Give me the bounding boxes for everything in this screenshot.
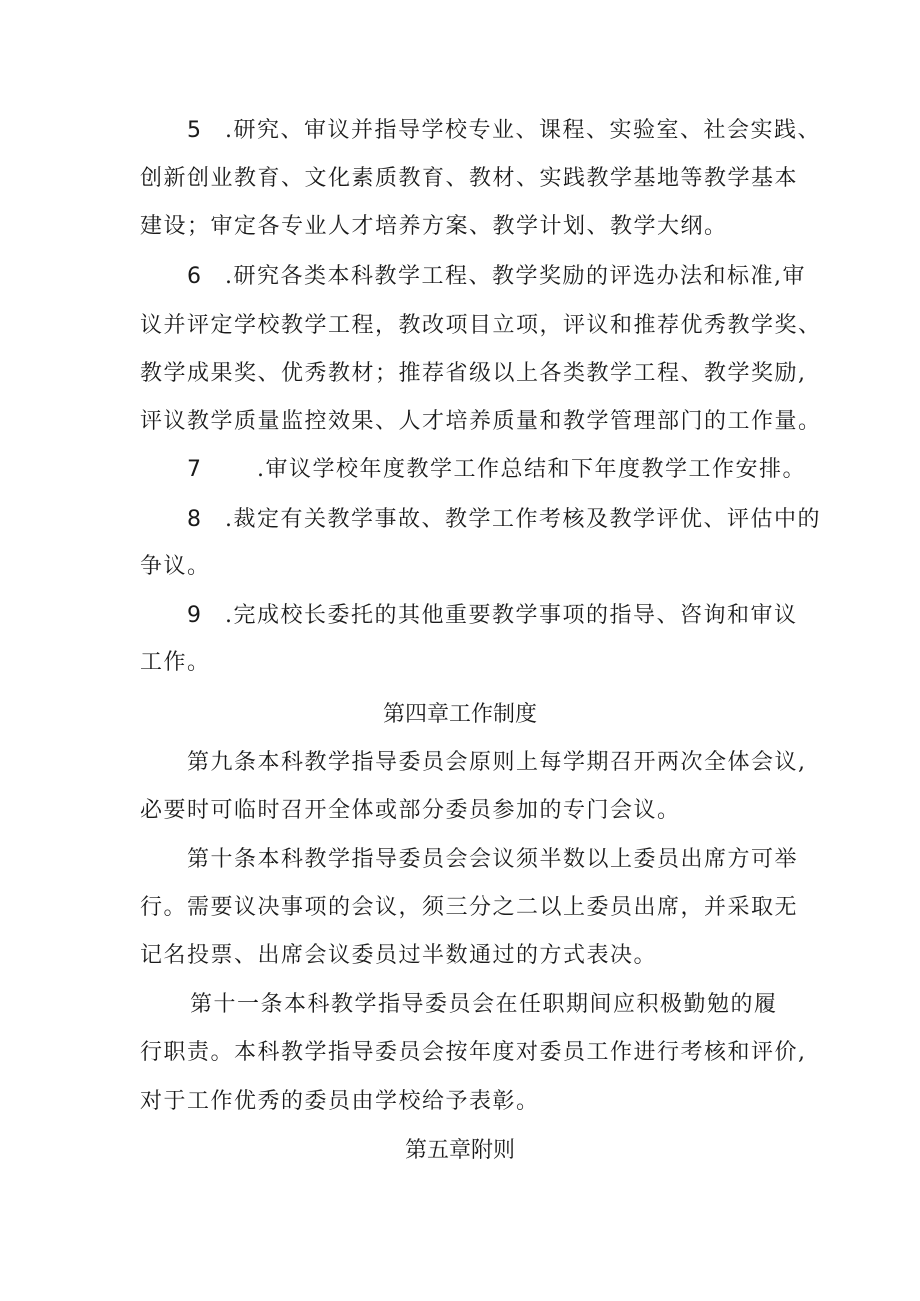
clause-text-line: .研究各类本科教学工程、教学奖励的评选办法和标准,审: [225, 264, 806, 289]
clause-number: 6: [187, 264, 203, 289]
article-text-line: 必要时可临时召开全体或部分委员参加的专门会议。: [140, 798, 681, 823]
article-text-line: 对于工作优秀的委员由学校给予表彰。: [140, 1089, 540, 1114]
clause-number: 7: [187, 457, 203, 482]
clause-text-line: 评议教学质量监控效果、人才培养质量和教学管理部门的工作量。: [140, 409, 822, 434]
clause-text-line: 教学成果奖、优秀教材；推荐省级以上各类教学工程、教学奖励,: [140, 361, 807, 386]
clause-text-line: .裁定有关教学事故、教学工作考核及教学评优、评估中的: [225, 507, 821, 532]
article-text-line: 第十一条本科教学指导委员会在任职期间应积极勤勉的履: [190, 992, 778, 1017]
article-text-line: 行职责。本科教学指导委员会按年度对委员工作进行考核和评价,: [140, 1040, 807, 1065]
clause-text-line: 创新创业教育、文化素质教育、教材、实践教学基地等教学基本: [140, 166, 799, 191]
clause-text-line: .完成校长委托的其他重要教学事项的指导、咨询和审议: [225, 603, 798, 628]
article-text-line: 记名投票、出席会议委员过半数通过的方式表决。: [140, 943, 658, 968]
clause-number: 9: [187, 603, 203, 628]
article-text-line: 行。需要议决事项的会议，须三分之二以上委员出席，并采取无: [140, 895, 799, 920]
clause-text-line: .研究、审议并指导学校专业、课程、实验室、社会实践、: [225, 118, 821, 143]
chapter-heading: 第四章工作制度: [382, 702, 537, 727]
clause-text-line: 建设；审定各专业人才培养方案、教学计划、教学大纲。: [140, 214, 728, 239]
clause-number: 8: [187, 507, 203, 532]
article-text-line: 第十条本科教学指导委员会会议须半数以上委员出席方可举: [187, 847, 799, 872]
clause-number: 5: [187, 118, 203, 143]
article-text-line: 第九条本科教学指导委员会原则上每学期召开两次全体会议,: [187, 750, 807, 775]
clause-text-line: .审议学校年度教学工作总结和下年度教学工作安排。: [257, 457, 806, 482]
clause-text-line: 工作。: [140, 650, 211, 675]
clause-text-line: 议并评定学校教学工程，教改项目立项，评议和推荐优秀教学奖、: [140, 313, 822, 338]
clause-text-line: 争议。: [140, 554, 211, 579]
chapter-heading: 第五章附则: [404, 1138, 515, 1163]
